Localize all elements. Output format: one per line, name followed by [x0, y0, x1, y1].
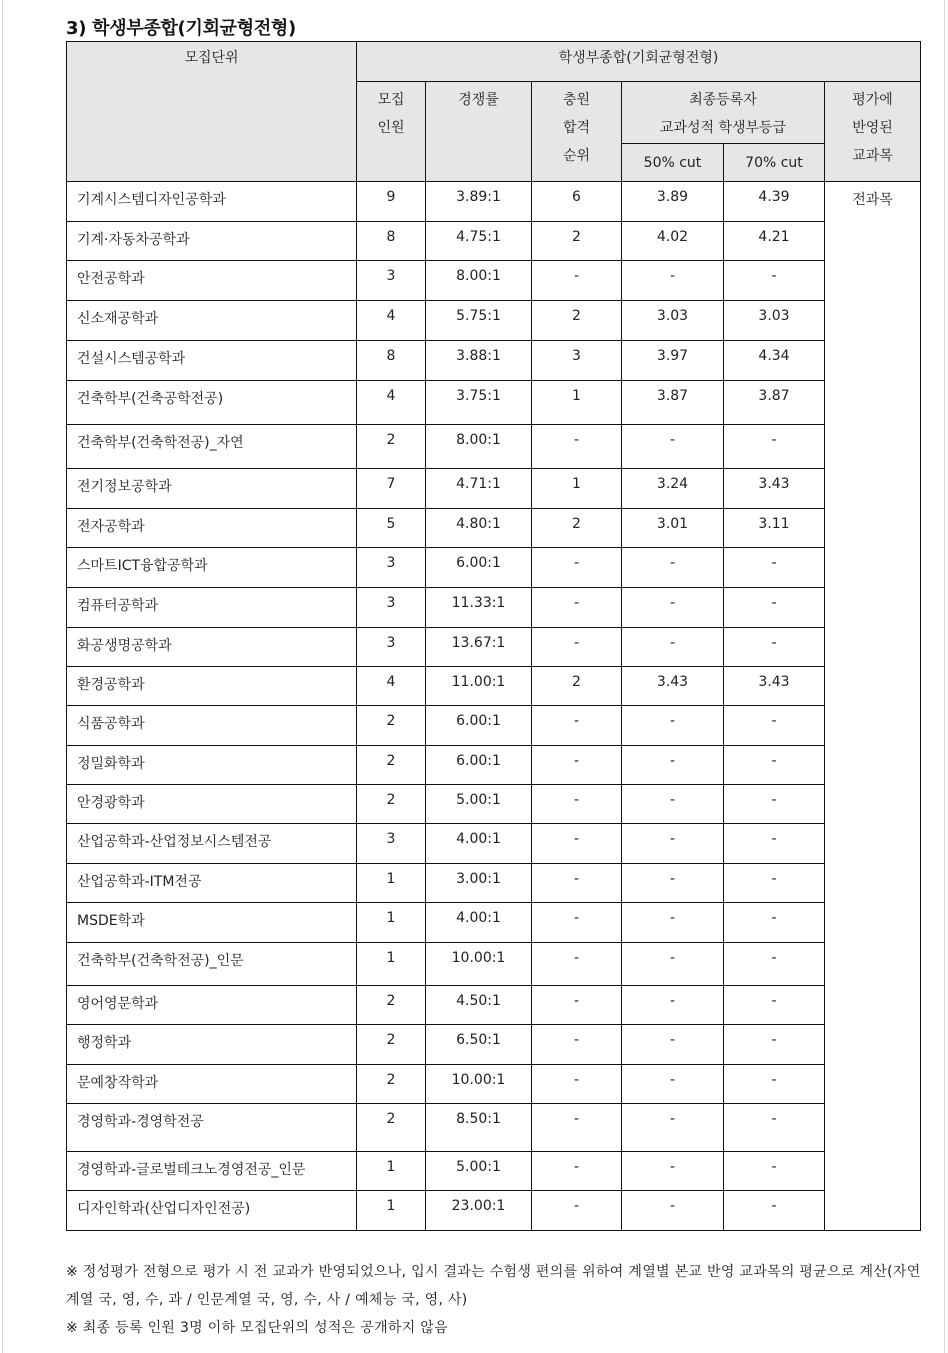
- cell-cut50: 3.89: [622, 182, 724, 222]
- cell-cut70: 3.87: [724, 381, 825, 425]
- header-waitlist-line3: 순위: [562, 148, 591, 164]
- table-body: [67, 182, 921, 1231]
- cell-waitlist-rank: 6: [532, 182, 622, 222]
- cell-cut50: 3.43: [622, 667, 724, 706]
- cell-cut70: 3.43: [724, 469, 825, 509]
- table-row: [67, 706, 921, 746]
- cell-cut50: 3.24: [622, 469, 724, 509]
- cell-waitlist-rank: -: [532, 1025, 622, 1065]
- cell-quota: 2: [357, 1065, 426, 1104]
- cell-cut50: -: [622, 588, 724, 628]
- table-row: [67, 182, 921, 222]
- cell-waitlist-rank: -: [532, 785, 622, 824]
- cell-quota: 3: [357, 628, 426, 667]
- cell-quota: 5: [357, 509, 426, 548]
- page-border-right: [944, 0, 945, 1353]
- cell-cut50: -: [622, 425, 724, 469]
- cell-cut50: 3.03: [622, 301, 724, 341]
- header-group: 학생부종합(기회균형전형): [357, 42, 921, 82]
- cell-cut70: -: [724, 986, 825, 1025]
- cell-unit: 건축학부(건축학전공)_인문: [67, 943, 357, 986]
- footnotes: [66, 1258, 926, 1342]
- cell-competition: 3.89:1: [426, 182, 532, 222]
- cell-unit: 기계시스템디자인공학과: [67, 182, 357, 222]
- cell-waitlist-rank: 3: [532, 341, 622, 381]
- cell-cut50: -: [622, 824, 724, 864]
- cell-cut50: -: [622, 706, 724, 746]
- header-final-registrants: [622, 82, 825, 144]
- cell-competition: 10.00:1: [426, 1065, 532, 1104]
- cell-waitlist-rank: -: [532, 425, 622, 469]
- table-row: [67, 341, 921, 381]
- cell-waitlist-rank: -: [532, 943, 622, 986]
- cell-quota: 2: [357, 425, 426, 469]
- cell-cut70: -: [724, 864, 825, 903]
- table-row: [67, 903, 921, 943]
- cell-cut50: -: [622, 628, 724, 667]
- cell-unit: 신소재공학과: [67, 301, 357, 341]
- section-title: 3) 학생부종합(기회균형전형): [66, 18, 296, 39]
- cell-cut50: -: [622, 1025, 724, 1065]
- cell-cut50: -: [622, 261, 724, 301]
- cell-competition: 6.00:1: [426, 706, 532, 746]
- cell-competition: 4.50:1: [426, 986, 532, 1025]
- table-row: [67, 1025, 921, 1065]
- cell-unit: 식품공학과: [67, 706, 357, 746]
- cell-cut70: -: [724, 943, 825, 986]
- header-quota: [357, 82, 426, 182]
- cell-competition: 3.75:1: [426, 381, 532, 425]
- cell-competition: 5.00:1: [426, 785, 532, 824]
- cell-cut70: 4.39: [724, 182, 825, 222]
- cell-unit: 경영학과-글로벌테크노경영전공_인문: [67, 1152, 357, 1191]
- table-row: [67, 588, 921, 628]
- cell-cut70: 3.11: [724, 509, 825, 548]
- cell-unit: 경영학과-경영학전공: [67, 1104, 357, 1152]
- cell-unit: 컴퓨터공학과: [67, 588, 357, 628]
- table-row: [67, 785, 921, 824]
- cell-cut70: -: [724, 261, 825, 301]
- cell-cut50: -: [622, 1065, 724, 1104]
- cell-competition: 8.50:1: [426, 1104, 532, 1152]
- cell-competition: 6.50:1: [426, 1025, 532, 1065]
- cell-competition: 4.00:1: [426, 824, 532, 864]
- cell-cut70: -: [724, 785, 825, 824]
- header-competition-label: 경쟁률: [458, 92, 499, 108]
- table-row: [67, 425, 921, 469]
- table-row: [67, 381, 921, 425]
- cell-competition: 11.33:1: [426, 588, 532, 628]
- table-row: [67, 824, 921, 864]
- cell-cut50: 3.87: [622, 381, 724, 425]
- cell-cut70: 3.03: [724, 301, 825, 341]
- cell-waitlist-rank: 1: [532, 469, 622, 509]
- table-row: [67, 301, 921, 341]
- cell-unit: 건축학부(건축공학전공): [67, 381, 357, 425]
- cell-waitlist-rank: -: [532, 824, 622, 864]
- cell-quota: 2: [357, 746, 426, 785]
- cell-waitlist-rank: -: [532, 548, 622, 588]
- table-row: [67, 986, 921, 1025]
- cell-waitlist-rank: -: [532, 1191, 622, 1231]
- cell-quota: 2: [357, 706, 426, 746]
- table-row: [67, 1065, 921, 1104]
- table-row: [67, 667, 921, 706]
- cell-unit: MSDE학과: [67, 903, 357, 943]
- cell-quota: 1: [357, 903, 426, 943]
- cell-competition: 5.00:1: [426, 1152, 532, 1191]
- header-waitlist-line2: 합격: [562, 120, 591, 136]
- table-row: [67, 469, 921, 509]
- cell-evaluated-subjects: 전과목: [825, 182, 921, 1231]
- cell-competition: 5.75:1: [426, 301, 532, 341]
- cell-cut50: -: [622, 903, 724, 943]
- cell-competition: 8.00:1: [426, 425, 532, 469]
- cell-waitlist-rank: 2: [532, 222, 622, 261]
- table-row: [67, 1152, 921, 1191]
- cell-cut70: -: [724, 628, 825, 667]
- cell-waitlist-rank: 2: [532, 667, 622, 706]
- cell-cut50: -: [622, 986, 724, 1025]
- cell-quota: 7: [357, 469, 426, 509]
- cell-competition: 3.00:1: [426, 864, 532, 903]
- cell-competition: 3.88:1: [426, 341, 532, 381]
- cell-waitlist-rank: 1: [532, 381, 622, 425]
- header-subjects: [825, 82, 921, 182]
- cell-cut50: -: [622, 785, 724, 824]
- cell-competition: 23.00:1: [426, 1191, 532, 1231]
- cell-unit: 영어영문학과: [67, 986, 357, 1025]
- cell-waitlist-rank: -: [532, 864, 622, 903]
- header-subjects-line3: 교과목: [852, 148, 893, 164]
- cell-cut50: -: [622, 746, 724, 785]
- cell-competition: 4.80:1: [426, 509, 532, 548]
- cell-quota: 1: [357, 864, 426, 903]
- cell-unit: 디자인학과(산업디자인전공): [67, 1191, 357, 1231]
- cell-quota: 2: [357, 1104, 426, 1152]
- cell-quota: 4: [357, 301, 426, 341]
- cell-competition: 4.71:1: [426, 469, 532, 509]
- table-row: [67, 222, 921, 261]
- cell-cut70: -: [724, 1065, 825, 1104]
- cell-quota: 8: [357, 222, 426, 261]
- cell-quota: 1: [357, 1152, 426, 1191]
- cell-cut50: -: [622, 1104, 724, 1152]
- cell-quota: 3: [357, 261, 426, 301]
- cell-unit: 전자공학과: [67, 509, 357, 548]
- cell-competition: 11.00:1: [426, 667, 532, 706]
- header-cut70: 70% cut: [724, 144, 825, 182]
- cell-waitlist-rank: -: [532, 1065, 622, 1104]
- header-quota-line2: 인원: [377, 120, 405, 136]
- cell-quota: 4: [357, 381, 426, 425]
- cell-cut70: -: [724, 746, 825, 785]
- table-row: [67, 509, 921, 548]
- cell-waitlist-rank: -: [532, 903, 622, 943]
- cell-competition: 4.00:1: [426, 903, 532, 943]
- cell-cut70: -: [724, 425, 825, 469]
- cell-quota: 3: [357, 588, 426, 628]
- cell-unit: 정밀화학과: [67, 746, 357, 785]
- cell-cut70: -: [724, 1104, 825, 1152]
- header-final-line1: 최종등록자: [689, 92, 757, 108]
- cell-competition: 6.00:1: [426, 746, 532, 785]
- cell-cut50: 3.01: [622, 509, 724, 548]
- cell-cut70: -: [724, 588, 825, 628]
- page-border-left: [2, 0, 3, 1353]
- cell-competition: 4.75:1: [426, 222, 532, 261]
- table-row: [67, 1104, 921, 1152]
- cell-quota: 2: [357, 986, 426, 1025]
- cell-waitlist-rank: -: [532, 1152, 622, 1191]
- cell-quota: 1: [357, 943, 426, 986]
- cell-quota: 2: [357, 785, 426, 824]
- cell-cut70: -: [724, 824, 825, 864]
- table-row: [67, 1191, 921, 1231]
- table-row: [67, 943, 921, 986]
- cell-cut70: 3.43: [724, 667, 825, 706]
- cell-quota: 2: [357, 1025, 426, 1065]
- cell-quota: 4: [357, 667, 426, 706]
- cell-waitlist-rank: -: [532, 706, 622, 746]
- footnote-1: ※ 정성평가 전형으로 평가 시 전 교과가 반영되었으나, 입시 결과는 수험생 편의를 위하여 계열별 본교 반영 교과목의 평균으로 계산(자연 계열 국, 영, 수, 과 / 인문계열 국, 영, 수, 사 / 예체능 국, 영, 사): [66, 1264, 921, 1308]
- cell-cut70: -: [724, 706, 825, 746]
- table-row: [67, 261, 921, 301]
- cell-unit: 환경공학과: [67, 667, 357, 706]
- cell-quota: 8: [357, 341, 426, 381]
- header-competition: [426, 82, 532, 182]
- cell-waitlist-rank: 2: [532, 509, 622, 548]
- cell-cut50: -: [622, 864, 724, 903]
- cell-waitlist-rank: -: [532, 746, 622, 785]
- cell-quota: 9: [357, 182, 426, 222]
- table-row: [67, 548, 921, 588]
- header-waitlist-line1: 충원: [562, 92, 591, 108]
- cell-cut50: -: [622, 548, 724, 588]
- cell-waitlist-rank: -: [532, 628, 622, 667]
- cell-waitlist-rank: -: [532, 1104, 622, 1152]
- header-waitlist-rank: [532, 82, 622, 182]
- cell-competition: 10.00:1: [426, 943, 532, 986]
- admission-results-table: [66, 41, 921, 1231]
- cell-cut70: 4.21: [724, 222, 825, 261]
- cell-unit: 안전공학과: [67, 261, 357, 301]
- header-unit: 모집단위: [67, 42, 357, 182]
- cell-unit: 건설시스템공학과: [67, 341, 357, 381]
- header-quota-line1: 모집: [377, 92, 405, 108]
- cell-cut50: -: [622, 1191, 724, 1231]
- cell-competition: 8.00:1: [426, 261, 532, 301]
- cell-cut70: -: [724, 548, 825, 588]
- table-row: [67, 746, 921, 785]
- cell-cut50: 4.02: [622, 222, 724, 261]
- table-row: [67, 864, 921, 903]
- cell-unit: 산업공학과-산업정보시스템전공: [67, 824, 357, 864]
- cell-unit: 안경광학과: [67, 785, 357, 824]
- cell-competition: 6.00:1: [426, 548, 532, 588]
- cell-unit: 화공생명공학과: [67, 628, 357, 667]
- cell-cut70: -: [724, 1152, 825, 1191]
- cell-unit: 행정학과: [67, 1025, 357, 1065]
- cell-cut70: -: [724, 1025, 825, 1065]
- cell-unit: 산업공학과-ITM전공: [67, 864, 357, 903]
- cell-waitlist-rank: -: [532, 986, 622, 1025]
- table-row: [67, 628, 921, 667]
- cell-waitlist-rank: -: [532, 261, 622, 301]
- cell-cut70: -: [724, 1191, 825, 1231]
- header-cut50: 50% cut: [622, 144, 724, 182]
- cell-quota: 1: [357, 1191, 426, 1231]
- cell-unit: 기계·자동차공학과: [67, 222, 357, 261]
- cell-cut50: -: [622, 943, 724, 986]
- cell-quota: 3: [357, 548, 426, 588]
- header-subjects-line1: 평가에: [852, 92, 893, 108]
- footnote-2: ※ 최종 등록 인원 3명 이하 모집단위의 성적은 공개하지 않음: [66, 1320, 448, 1336]
- cell-competition: 13.67:1: [426, 628, 532, 667]
- cell-cut70: 4.34: [724, 341, 825, 381]
- cell-unit: 문예창작학과: [67, 1065, 357, 1104]
- cell-quota: 3: [357, 824, 426, 864]
- cell-cut50: -: [622, 1152, 724, 1191]
- header-subjects-line2: 반영된: [852, 120, 893, 136]
- cell-cut70: -: [724, 903, 825, 943]
- header-final-line2: 교과성적 학생부등급: [659, 120, 787, 136]
- cell-unit: 전기정보공학과: [67, 469, 357, 509]
- cell-waitlist-rank: -: [532, 588, 622, 628]
- cell-unit: 스마트ICT융합공학과: [67, 548, 357, 588]
- cell-unit: 건축학부(건축학전공)_자연: [67, 425, 357, 469]
- cell-cut50: 3.97: [622, 341, 724, 381]
- cell-waitlist-rank: 2: [532, 301, 622, 341]
